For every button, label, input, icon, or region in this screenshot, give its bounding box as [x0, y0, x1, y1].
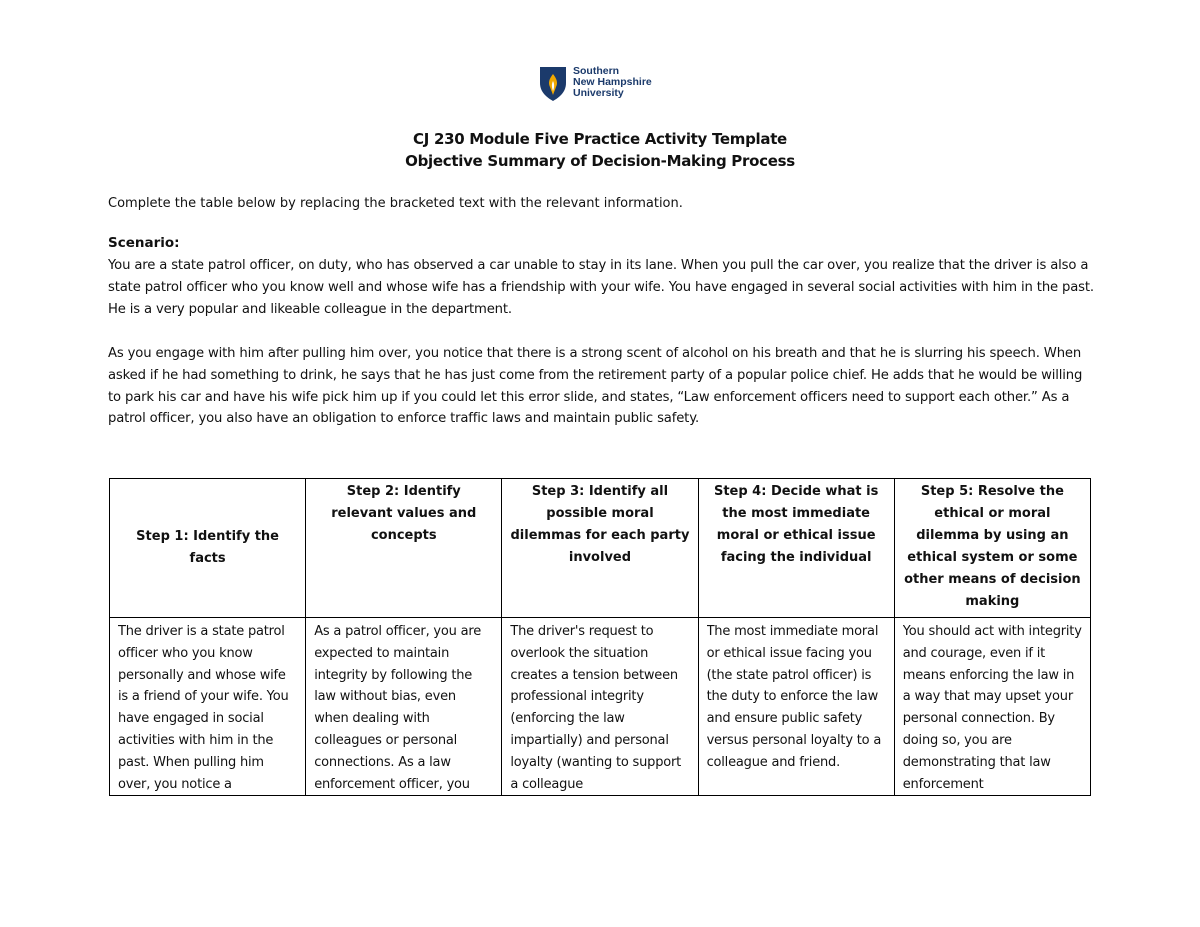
cell-step-5[interactable] — [894, 618, 1090, 796]
decision-steps-table — [109, 478, 1091, 796]
header-step-5-label: Step 5: Resolve the ethical or moral dilemma by using an ethical system or some other means of decision making — [904, 484, 1081, 609]
table-header-row — [110, 479, 1091, 618]
cell-step-5-text: You should act with integrity and courage, even if it means enforcing the law in a way that may upset your personal connection. By doing so, you are demonstrating that law enforcement — [902, 624, 1082, 792]
snhu-shield-icon — [539, 66, 567, 102]
document-title — [0, 128, 1200, 172]
scenario-heading: Scenario: — [108, 235, 180, 251]
header-step-3 — [502, 479, 698, 618]
cell-step-3-text: The driver's request to overlook the situation creates a tension between professional integrity (enforcing the law impartially) and personal loyalty (wanting to support a colleague — [510, 624, 682, 792]
logo-line-1: Southern — [573, 65, 620, 77]
header-step-5 — [894, 479, 1090, 618]
header-step-2-label: Step 2: Identify relevant values and concepts — [331, 484, 477, 543]
logo-line-3: University — [573, 87, 624, 99]
header-step-2 — [306, 479, 502, 618]
scenario-paragraph-2: As you engage with him after pulling him over, you notice that there is a strong scent of alcohol on his breath and that he is slurring his speech. When asked if he had something to drink, he says that he has just come from the retirement party of a popular police chief. He adds that he would be willing to park his car and have his wife pick him up if you could let this error slide, and states, “Law enforcement officers need to support each other.” As a patrol officer, you also have an obligation to enforce traffic laws and maintain public safety. — [108, 346, 1083, 427]
header-step-4 — [698, 479, 894, 618]
scenario-paragraph-1: You are a state patrol officer, on duty, who has observed a car unable to stay in its lane. When you pull the car over, you realize that the driver is also a state patrol officer who you know well and whose wife has a friendship with your wife. You have engaged in several social activities with him in the past. He is a very popular and likeable colleague in the department. — [108, 258, 1094, 317]
cell-step-1[interactable] — [110, 618, 306, 796]
snhu-logo — [539, 66, 652, 102]
cell-step-1-text: The driver is a state patrol officer who you know personally and whose wife is a friend of your wife. You have engaged in social activities with him in the past. When pulling him over, you notice a — [118, 624, 289, 792]
instructions: Complete the table below by replacing the bracketed text with the relevant information. — [108, 196, 683, 211]
cell-step-4[interactable] — [698, 618, 894, 796]
cell-step-2-text: As a patrol officer, you are expected to maintain integrity by following the law without bias, even when dealing with colleagues or personal connections. As a law enforcement officer, you — [314, 624, 482, 792]
header-step-1: Step 1: Identify the facts — [110, 479, 306, 618]
header-step-4-label: Step 4: Decide what is the most immediate moral or ethical issue facing the individual — [713, 484, 879, 565]
cell-step-4-text: The most immediate moral or ethical issue facing you (the state patrol officer) is the duty to enforce the law and ensure public safety versus personal loyalty to a colleague and friend. — [706, 624, 882, 770]
title-line-2: Objective Summary of Decision-Making Process — [405, 152, 795, 170]
logo-line-2: New Hampshire — [573, 76, 652, 88]
cell-step-3[interactable] — [502, 618, 698, 796]
header-step-3-label: Step 3: Identify all possible moral dilemmas for each party involved — [510, 484, 690, 565]
table-row — [110, 618, 1091, 796]
title-line-1: CJ 230 Module Five Practice Activity Template — [413, 130, 787, 148]
cell-step-2[interactable] — [306, 618, 502, 796]
